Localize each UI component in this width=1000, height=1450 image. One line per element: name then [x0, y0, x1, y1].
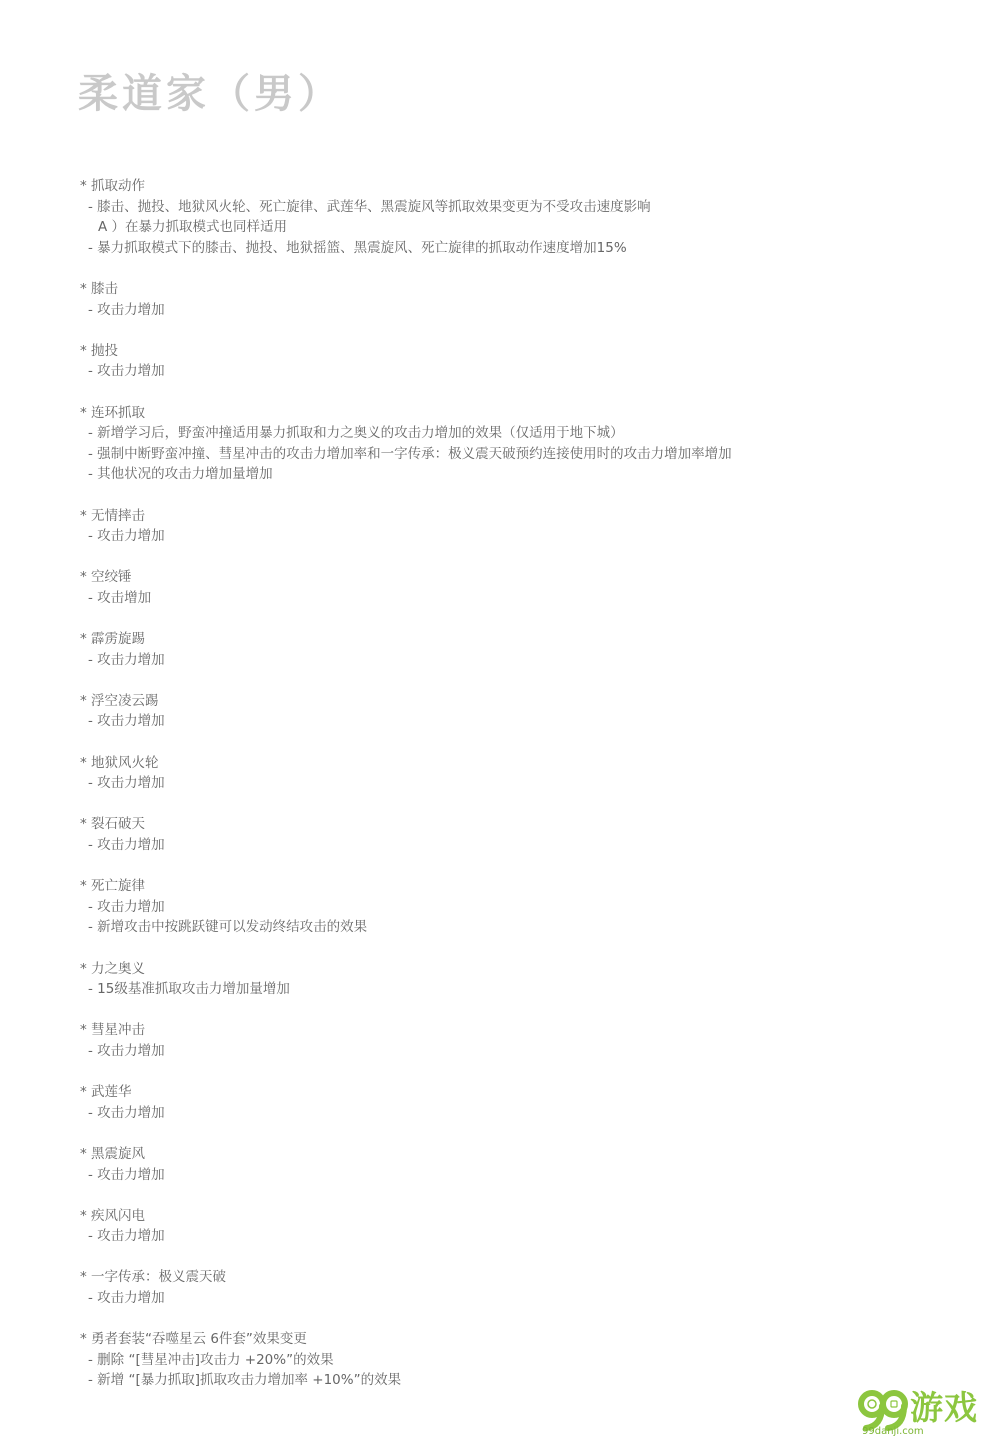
skill-section [80, 567, 940, 608]
change-item: - 删除 “[彗星冲击]攻击力 +20%”的效果 [88, 1351, 334, 1368]
change-item: - 攻击力增加 [88, 775, 165, 792]
skill-section [80, 1020, 940, 1061]
skill-heading: * 抓取动作 [80, 178, 146, 194]
change-item: - 攻击力增加 [88, 1104, 165, 1121]
skill-heading: * 疾风闪电 [80, 1207, 146, 1224]
skill-heading: * 死亡旋律 [80, 878, 146, 895]
skill-section [80, 1206, 940, 1247]
skill-section [80, 1267, 940, 1308]
skill-section [80, 176, 940, 258]
change-item: - 膝击、抛投、地狱风火轮、死亡旋律、武莲华、黑震旋风等抓取效果变更为不受攻击速度影响 [88, 198, 651, 215]
skill-heading: * 膝击 [80, 280, 119, 297]
skill-heading: * 无情摔击 [80, 507, 146, 524]
skill-heading: * 黑震旋风 [80, 1145, 146, 1162]
skill-heading: * 抛投 [80, 342, 119, 359]
skill-heading: * 武莲华 [80, 1084, 132, 1101]
change-item: - 攻击力增加 [88, 301, 165, 318]
change-item: - 新增攻击中按跳跃键可以发动终结攻击的效果 [88, 919, 368, 936]
skill-section [80, 691, 940, 732]
change-item: - 暴力抓取模式下的膝击、抛投、地狱摇篮、黑震旋风、死亡旋律的抓取动作速度增加15% [88, 239, 627, 256]
skill-section [80, 1329, 940, 1391]
change-item: - 攻击力增加 [88, 898, 165, 915]
change-item: - 攻击力增加 [88, 837, 165, 853]
change-item: - 其他状况的攻击力增加量增加 [88, 466, 273, 483]
change-item: - 攻击力增加 [88, 1166, 165, 1183]
skill-section [80, 1144, 940, 1185]
site-watermark-logo [858, 1388, 990, 1438]
skill-heading: * 裂石破天 [80, 816, 146, 833]
patch-notes [80, 176, 940, 1412]
skill-section [80, 959, 940, 1000]
skill-section [80, 506, 940, 547]
page-title: 柔道家（男） [78, 71, 342, 117]
skill-heading: * 浮空凌云踢 [80, 692, 159, 709]
change-item: - 攻击力增加 [88, 1290, 165, 1307]
skill-section [80, 814, 940, 855]
change-item: - 15级基准抓取攻击力增加量增加 [88, 981, 290, 998]
skill-heading: * 一字传承：极义震天破 [80, 1269, 227, 1286]
change-item: - 攻击力增加 [88, 651, 165, 668]
change-item: - 攻击增加 [88, 589, 152, 606]
skill-section [80, 1082, 940, 1123]
skill-section [80, 403, 940, 485]
change-item: - 强制中断野蛮冲撞、彗星冲击的攻击力增加率和一字传承：极义震天破预约连接使用时的攻击力增加率增加 [88, 445, 732, 462]
skill-heading: * 力之奥义 [80, 960, 146, 977]
skill-heading: * 地狱风火轮 [80, 754, 159, 771]
skill-section [80, 753, 940, 794]
change-item: - 攻击力增加 [88, 1228, 165, 1245]
site-brand-text: 游戏 [910, 1388, 978, 1427]
skill-section [80, 629, 940, 670]
change-item: - 新增 “[暴力抓取]抓取攻击力增加率 +10%”的效果 [88, 1372, 402, 1389]
skill-section [80, 279, 940, 320]
change-item: - 攻击力增加 [88, 713, 165, 730]
site-url-text: 99danji.com [862, 1426, 924, 1437]
change-item: - 攻击力增加 [88, 1042, 165, 1059]
skill-heading: * 霹雳旋踢 [80, 631, 146, 648]
skill-heading: * 空绞锤 [80, 569, 132, 586]
change-note: A ）在暴力抓取模式也同样适用 [98, 219, 288, 236]
skill-heading: * 勇者套装“吞噬星云 6件套”效果变更 [80, 1331, 307, 1348]
skill-section [80, 341, 940, 382]
change-item: - 攻击力增加 [88, 363, 165, 380]
skill-section [80, 876, 940, 938]
change-item: - 新增学习后，野蛮冲撞适用暴力抓取和力之奥义的攻击力增加的效果（仅适用于地下城） [88, 425, 624, 442]
change-item: - 攻击力增加 [88, 528, 165, 545]
skill-heading: * 彗星冲击 [80, 1022, 146, 1039]
skill-heading: * 连环抓取 [80, 404, 146, 421]
